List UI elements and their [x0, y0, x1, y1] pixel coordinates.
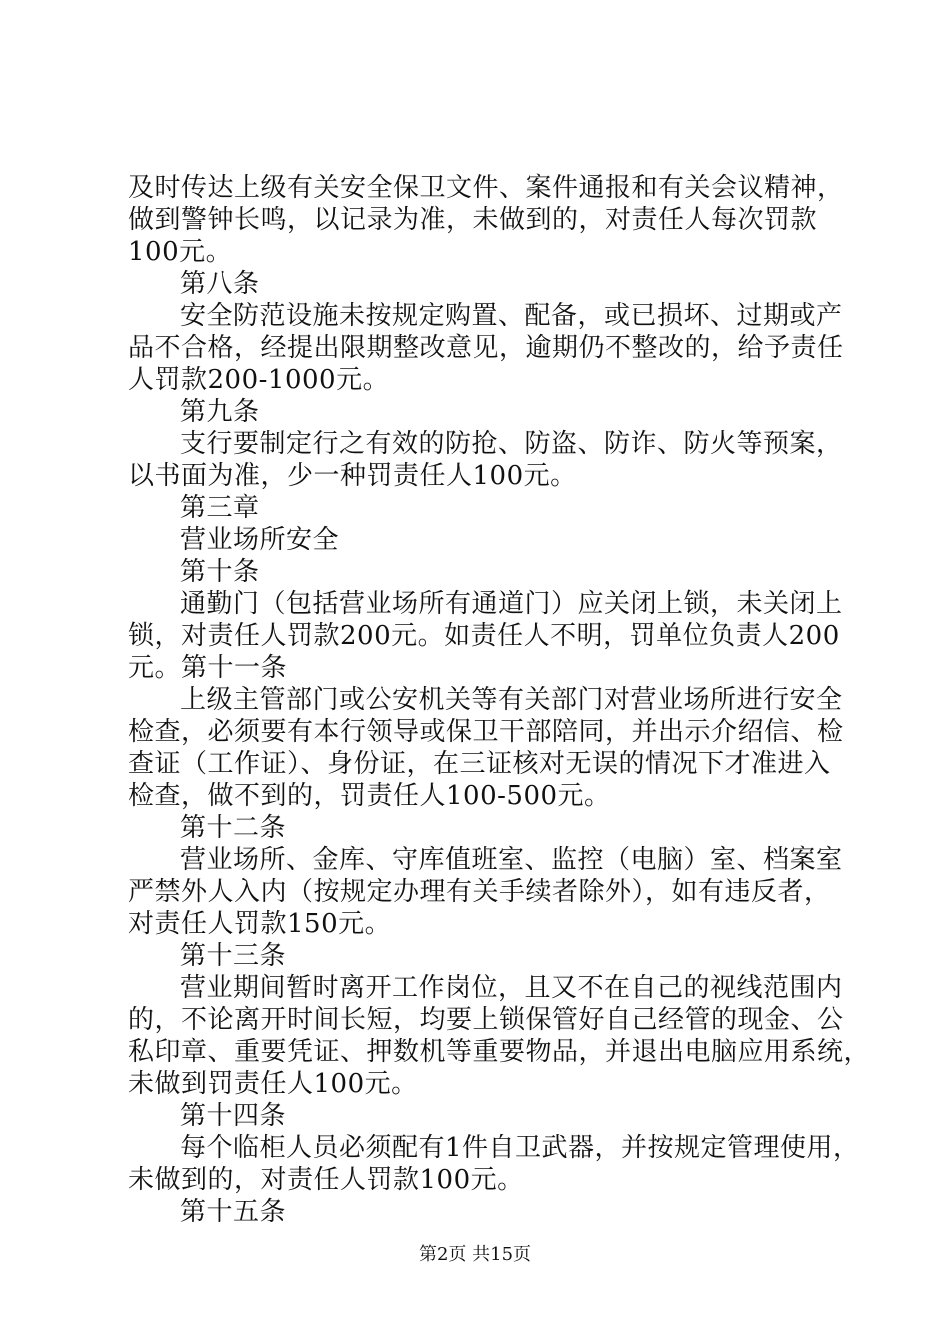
- text-line: 第三章: [180, 493, 260, 523]
- text-line: 营业期间暂时离开工作岗位，且又不在自己的视线范围内: [180, 973, 843, 1003]
- text-line: 及时传达上级有关安全保卫文件、案件通报和有关会议精神，: [128, 173, 844, 203]
- text-line: 上级主管部门或公安机关等有关部门对营业场所进行安全: [180, 685, 843, 715]
- text-line: 通勤门（包括营业场所有通道门）应关闭上锁，未关闭上: [180, 589, 843, 619]
- text-line: 未做到的，对责任人罚款100元。: [128, 1165, 524, 1195]
- text-line: 做到警钟长鸣，以记录为准，未做到的，对责任人每次罚款: [128, 205, 818, 235]
- text-line: 元。第十一条: [128, 653, 288, 683]
- text-line: 第十三条: [180, 941, 287, 971]
- text-line: 第九条: [180, 397, 260, 427]
- text-line: 第十条: [180, 557, 260, 587]
- text-line: 的，不论离开时间长短，均要上锁保管好自己经管的现金、公: [128, 1005, 844, 1035]
- text-line: 对责任人罚款150元。: [128, 909, 392, 939]
- text-line: 检查，做不到的，罚责任人100-500元。: [128, 781, 611, 811]
- text-line: 安全防范设施未按规定购置、配备，或已损坏、过期或产: [180, 301, 843, 331]
- text-line: 私印章、重要凭证、押数机等重要物品，并退出电脑应用系统，: [128, 1037, 871, 1067]
- text-line: 检查，必须要有本行领导或保卫干部陪同，并出示介绍信、检: [128, 717, 844, 747]
- text-line: 每个临柜人员必须配有1件自卫武器，并按规定管理使用，: [180, 1133, 860, 1163]
- document-body: [128, 172, 871, 1228]
- text-line: 第十五条: [180, 1197, 287, 1227]
- text-line: 第八条: [180, 269, 260, 299]
- text-line: 人罚款200-1000元。: [128, 365, 390, 395]
- text-line: 查证（工作证）、身份证，在三证核对无误的情况下才准进入: [128, 749, 831, 779]
- text-line: 未做到罚责任人100元。: [128, 1069, 418, 1099]
- text-line: 锁，对责任人罚款200元。如责任人不明，罚单位负责人200: [128, 621, 840, 651]
- text-line: 营业场所安全: [180, 525, 340, 555]
- text-line: 品不合格，经提出限期整改意见，逾期仍不整改的，给予责任: [128, 333, 844, 363]
- text-line: 第十四条: [180, 1101, 287, 1131]
- text-line: 支行要制定行之有效的防抢、防盗、防诈、防火等预案，: [180, 429, 843, 459]
- text-line: 第十二条: [180, 813, 287, 843]
- page-footer: 第2页 共15页: [418, 1244, 532, 1265]
- text-line: 以书面为准，少一种罚责任人100元。: [128, 461, 577, 491]
- text-line: 严禁外人入内（按规定办理有关手续者除外），如有违反者，: [128, 877, 831, 907]
- text-line: 100元。: [128, 237, 233, 267]
- text-line: 营业场所、金库、守库值班室、监控（电脑）室、档案室: [180, 845, 843, 875]
